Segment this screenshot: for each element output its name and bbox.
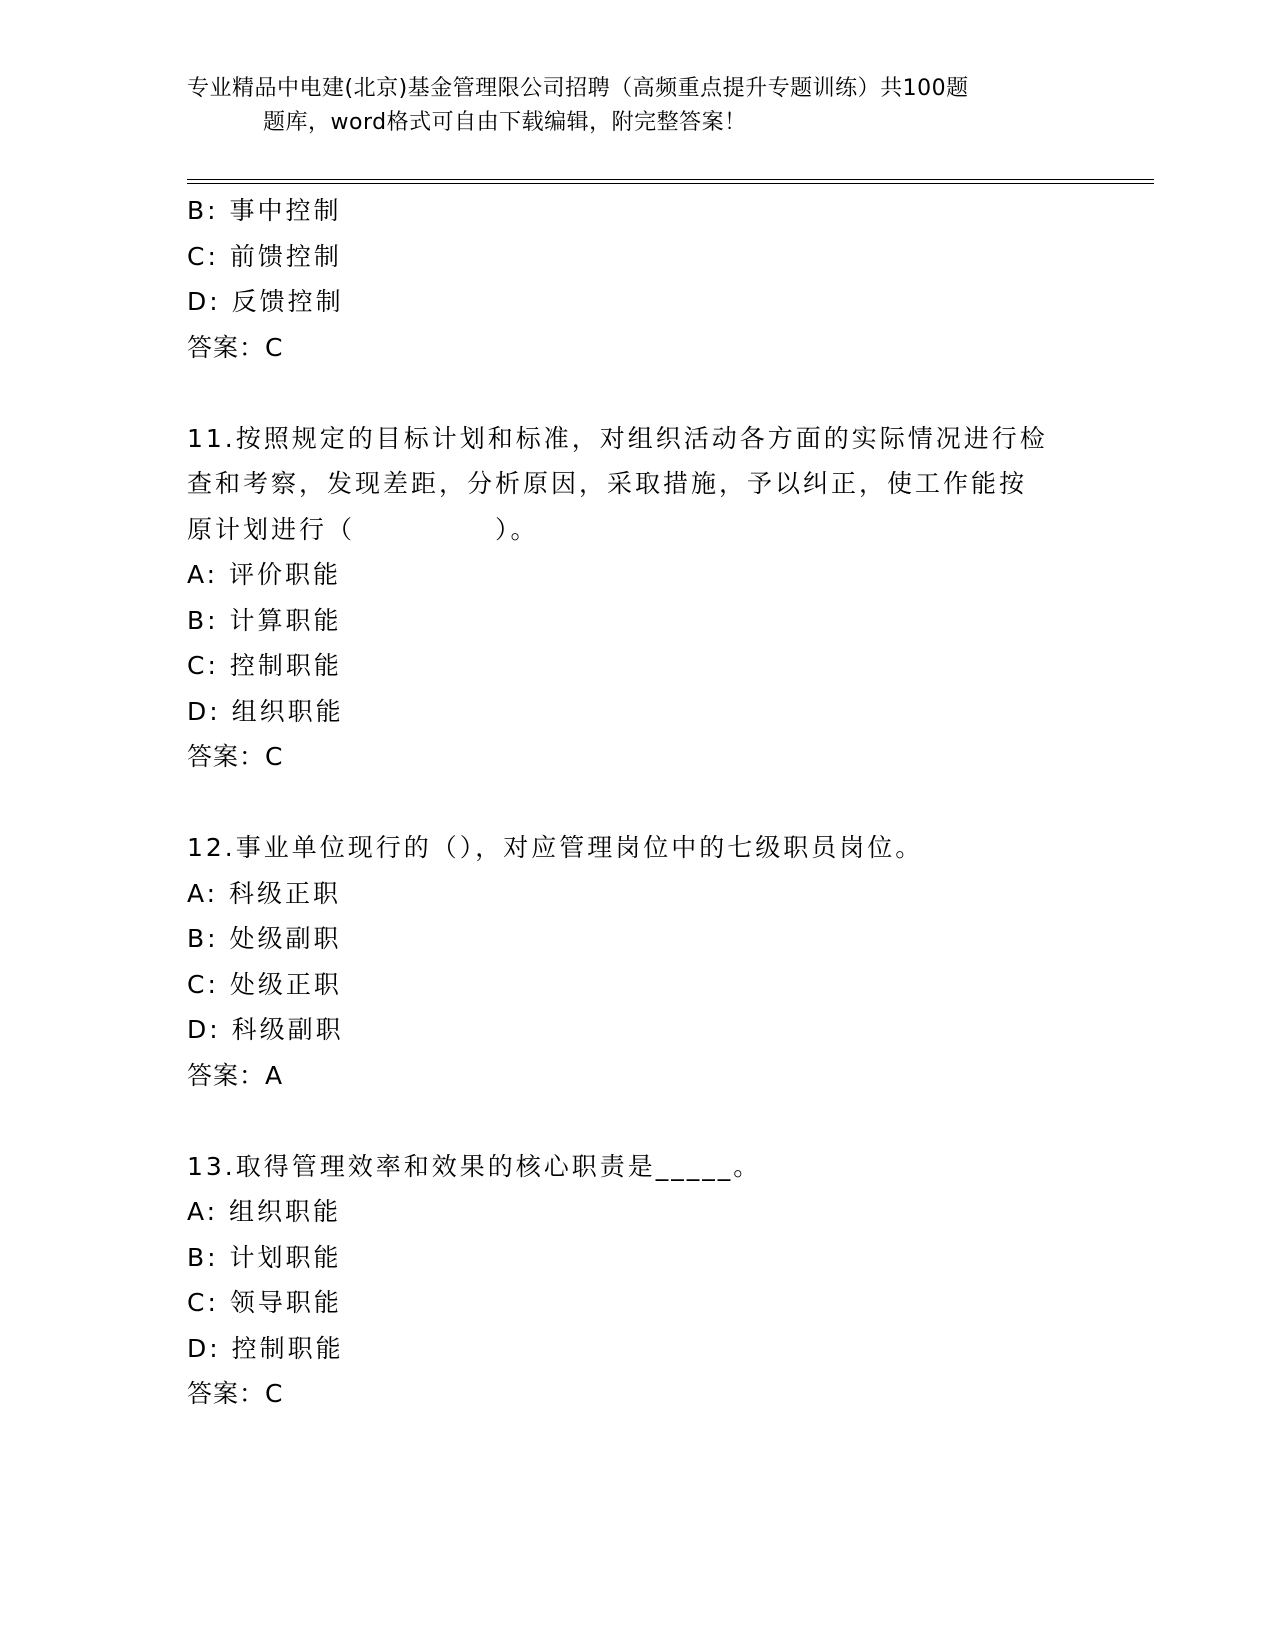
question-text-line: 12.事业单位现行的（），对应管理岗位中的七级职员岗位。 — [187, 833, 924, 862]
spacer — [187, 1098, 1087, 1144]
answer-line: 答案：C — [187, 1379, 284, 1408]
header-title-line-1: 专业精品中电建(北京)基金管理限公司招聘（高频重点提升专题训练）共100题 — [187, 76, 969, 101]
option-c: C: 处级正职 — [187, 969, 342, 999]
answer-line: 答案：C — [187, 332, 284, 362]
option-d: D: 组织职能 — [187, 696, 344, 726]
question-block-11 — [187, 416, 1087, 780]
question-list — [187, 188, 1087, 1417]
question-block-13 — [187, 1144, 1087, 1417]
question-text-line: 13.取得管理效率和效果的核心职责是_____。 — [187, 1151, 762, 1181]
option-d: D: 控制职能 — [187, 1333, 344, 1363]
option-c: C: 前馈控制 — [187, 241, 342, 271]
option-b: B: 处级副职 — [187, 924, 342, 953]
option-b: B: 计划职能 — [187, 1242, 342, 1272]
option-a: A: 科级正职 — [187, 878, 342, 908]
option-b: B: 事中控制 — [187, 196, 342, 225]
answer-line: 答案：C — [187, 742, 284, 771]
document-header — [187, 72, 1067, 140]
option-b: B: 计算职能 — [187, 605, 342, 635]
question-block-10 — [187, 188, 1087, 370]
option-a: A: 组织职能 — [187, 1197, 342, 1226]
header-title-line-2: 题库，word格式可自由下载编辑，附完整答案！ — [263, 110, 747, 135]
header-divider-thick — [187, 183, 1154, 184]
question-text-line: 11.按照规定的目标计划和标准，对组织活动各方面的实际情况进行检 — [187, 423, 1048, 453]
option-c: C: 领导职能 — [187, 1288, 342, 1317]
option-d: D: 科级副职 — [187, 1015, 344, 1044]
option-d: D: 反馈控制 — [187, 287, 344, 316]
question-block-12 — [187, 825, 1087, 1098]
answer-line: 答案：A — [187, 1060, 284, 1090]
option-a: A: 评价职能 — [187, 560, 342, 589]
option-c: C: 控制职能 — [187, 651, 342, 680]
spacer — [187, 780, 1087, 826]
question-text-line: 查和考察，发现差距，分析原因，采取措施，予以纠正，使工作能按 — [187, 469, 1028, 498]
spacer — [187, 370, 1087, 416]
header-divider-thin — [187, 179, 1154, 180]
question-text-line: 原计划进行（ ）。 — [187, 514, 539, 544]
